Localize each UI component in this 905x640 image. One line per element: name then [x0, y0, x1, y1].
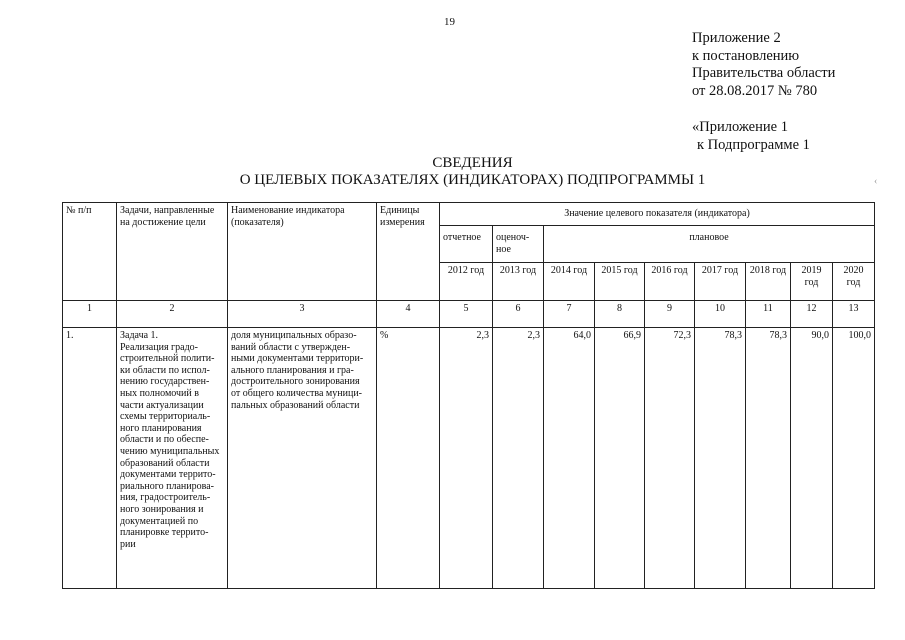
row-value: 100,0	[833, 328, 875, 589]
year-cell: 2018 год	[746, 263, 791, 301]
column-number: 4	[377, 301, 440, 328]
header-units: Единицы измерения	[377, 203, 440, 301]
header-reported: отчетное	[440, 226, 493, 263]
header-planned: плановое	[544, 226, 875, 263]
header-estimated: оценоч-ное	[493, 226, 544, 263]
margin-mark: ‹	[874, 176, 878, 187]
row-value: 72,3	[645, 328, 695, 589]
row-value: 2,3	[440, 328, 493, 589]
row-value: 66,9	[595, 328, 645, 589]
year-cell: 2017 год	[695, 263, 746, 301]
year-cell: 2020 год	[833, 263, 875, 301]
appendix-prev-line: «Приложение 1	[692, 119, 788, 135]
row-value: 78,3	[695, 328, 746, 589]
appendix-line: от 28.08.2017 № 780	[692, 82, 818, 99]
row-task: Задача 1. Реализация градо- строительной полити- ки области по испол- нению государствен- ных полномочий в части актуализации схемы территориаль- ного планирования области и по обеспе- чению муниципальных образований области документами террито- риального планирова- ния, градостроитель- ного зонирования и документацией по планировке террито- рии	[117, 328, 228, 589]
indicators-table	[62, 202, 875, 589]
row-value: 64,0	[544, 328, 595, 589]
header-value-group: Значение целевого показателя (индикатора)	[440, 203, 875, 226]
row-value: 78,3	[746, 328, 791, 589]
column-number: 3	[228, 301, 377, 328]
header-tasks: Задачи, направленные на достижение цели	[117, 203, 228, 301]
row-indicator: доля муниципальных образо- ваний области с утвержден- ными документами территори- ального планирования и гра- достроительного зонирования от общего количества муници- пальных образований области	[228, 328, 377, 589]
page-number: 19	[444, 16, 455, 28]
document-subtitle: О ЦЕЛЕВЫХ ПОКАЗАТЕЛЯХ (ИНДИКАТОРАХ) ПОДПРОГРАММЫ 1	[239, 172, 706, 188]
column-number: 6	[493, 301, 544, 328]
column-number: 2	[117, 301, 228, 328]
row-num: 1.	[63, 328, 117, 589]
column-number: 1	[63, 301, 117, 328]
column-number: 10	[695, 301, 746, 328]
appendix-prev-line: к Подпрограмме 1	[697, 136, 810, 153]
year-cell: 2015 год	[595, 263, 645, 301]
column-number: 8	[595, 301, 645, 328]
row-value: 90,0	[791, 328, 833, 589]
column-number: 5	[440, 301, 493, 328]
year-cell: 2012 год	[440, 263, 493, 301]
appendix-prev-block	[692, 119, 810, 154]
appendix-line: к постановлению	[692, 47, 800, 64]
appendix-line: Правительства области	[692, 65, 836, 81]
header-num: № п/п	[63, 203, 117, 301]
year-cell: 2013 год	[493, 263, 544, 301]
column-number: 7	[544, 301, 595, 328]
column-number: 12	[791, 301, 833, 328]
column-number: 9	[645, 301, 695, 328]
appendix-line: Приложение 2	[692, 30, 781, 46]
row-unit: %	[377, 328, 440, 589]
column-number: 13	[833, 301, 875, 328]
row-value: 2,3	[493, 328, 544, 589]
year-cell: 2019 год	[791, 263, 833, 301]
document-title: СВЕДЕНИЯ	[432, 155, 513, 171]
year-cell: 2016 год	[645, 263, 695, 301]
appendix-block	[692, 30, 835, 100]
table-row	[63, 328, 875, 589]
year-cell: 2014 год	[544, 263, 595, 301]
header-indicator: Наименование индикатора (показателя)	[228, 203, 377, 301]
column-number: 11	[746, 301, 791, 328]
